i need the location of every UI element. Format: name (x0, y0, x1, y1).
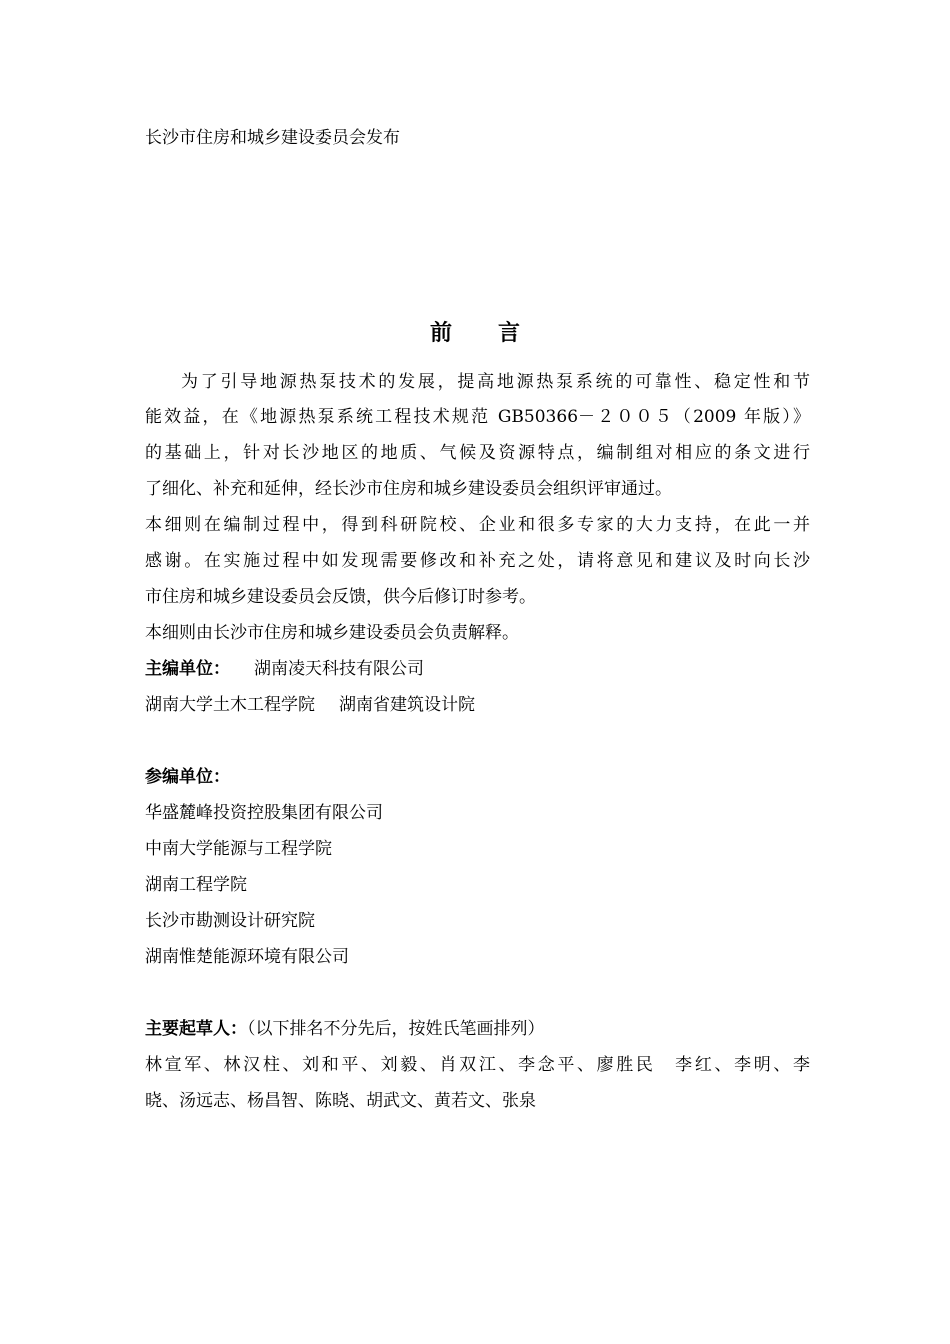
paragraph-line: 为了引导地源热泵技术的发展，提高地源热泵系统的可靠性、稳定性和节 (181, 372, 810, 392)
chief-editor-line (145, 657, 810, 681)
paragraph-line: 能效益，在《地源热泵系统工程技术规范 GB50366－２００５（2009 年版）》 (145, 407, 810, 427)
drafters-note: （以下排名不分先后，按姓氏笔画排列） (247, 1019, 545, 1039)
chief-editor-line-2 (145, 693, 810, 717)
drafters-line: 晓、汤远志、杨昌智、陈晓、胡武文、黄若文、张泉 (145, 1091, 536, 1111)
chief-editor-unit-a: 湖南大学土木工程学院 (145, 695, 315, 715)
drafters-label: 主要起草人： (145, 1019, 247, 1039)
paragraph-line: 本细则在编制过程中，得到科研院校、企业和很多专家的大力支持，在此一并 (145, 515, 810, 535)
paragraph-line: 了细化、补充和延伸，经长沙市住房和城乡建设委员会组织评审通过。 (145, 479, 672, 499)
drafters-line: 林宣军、林汉柱、刘和平、刘毅、肖双江、李念平、廖胜民 李红、李明、李 (145, 1055, 810, 1075)
drafters-heading (145, 1017, 810, 1041)
paragraph-line: 感谢。在实施过程中如发现需要修改和补充之处，请将意见和建议及时向长沙 (145, 551, 810, 571)
preface-paragraph-3: 本细则由长沙市住房和城乡建设委员会负责解释。 (145, 623, 519, 643)
chief-editor-unit-b: 湖南省建筑设计院 (339, 695, 475, 715)
chief-editor-first: 湖南凌天科技有限公司 (254, 659, 424, 679)
paragraph-line: 市住房和城乡建设委员会反馈，供今后修订时参考。 (145, 587, 536, 607)
participant-item: 湖南惟楚能源环境有限公司 (145, 947, 349, 967)
participant-item: 华盛麓峰投资控股集团有限公司 (145, 803, 383, 823)
participant-item: 中南大学能源与工程学院 (145, 839, 332, 859)
paragraph-line: 的基础上，针对长沙地区的地质、气候及资源特点，编制组对相应的条文进行 (145, 443, 810, 463)
chief-editor-label: 主编单位： (145, 659, 230, 679)
participant-item: 湖南工程学院 (145, 875, 247, 895)
participants-label: 参编单位： (145, 767, 230, 787)
publisher-line: 长沙市住房和城乡建设委员会发布 (145, 128, 400, 148)
participant-item: 长沙市勘测设计研究院 (145, 911, 315, 931)
page-title: 前言 (429, 320, 566, 346)
